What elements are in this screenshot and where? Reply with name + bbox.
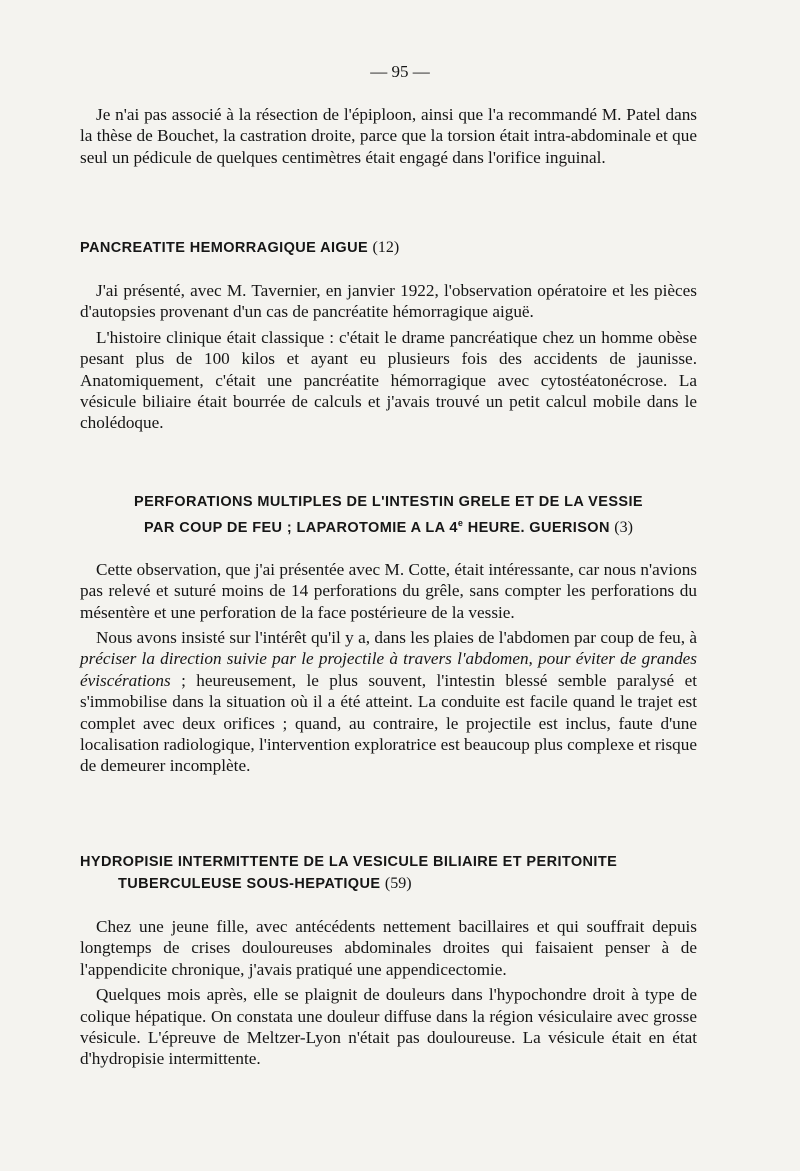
section-reference: (12) — [372, 239, 400, 256]
superscript: e — [457, 518, 464, 528]
paragraph-text: Nous avons insisté sur l'intérêt qu'il y a, dans les plaies de l'abdomen par coup de feu, à — [96, 628, 697, 648]
page-number: — 95 — — [370, 62, 430, 81]
section-hydropisie — [80, 852, 697, 1070]
intro-block — [80, 104, 697, 168]
section-title-line1: PERFORATIONS MULTIPLES DE L'INTESTIN GRELE ET DE LA VESSIE — [134, 494, 643, 510]
paragraph: Chez une jeune fille, avec antécédents nettement bacillaires et qui souffrait depuis longtemps de crises douloureuses abdominales droites qui faisaient penser à de l'appendicite chronique, j'avais pratiqué une appendicectomie. — [80, 917, 697, 979]
paragraph: J'ai présenté, avec M. Tavernier, en janvier 1922, l'observation opératoire et les pièces d'autopsies provenant d'un cas de pancréatite hémorragique aiguë. — [80, 281, 697, 322]
section-reference: (59) — [384, 875, 412, 892]
paragraph: Quelques mois après, elle se plaignit de douleurs dans l'hypochondre droit à type de colique hépatique. On constata une douleur diffuse dans la région vésiculaire avec grosse vésicule. L'épreuve de Meltzer-Lyon n'était pas douloureuse. La vésicule était en état d'hydropisie intermittente. — [80, 985, 697, 1069]
section-heading — [80, 237, 697, 259]
section-pancreatite — [80, 237, 697, 434]
section-title-line2-end: HEURE. GUERISON — [463, 519, 610, 536]
section-title: PANCREATITE HEMORRAGIQUE AIGUE — [80, 240, 369, 256]
paragraph — [80, 627, 697, 777]
section-heading — [80, 492, 697, 539]
section-title-line2: PAR COUP DE FEU ; LAPAROTOMIE A LA 4 — [144, 519, 458, 536]
paragraph: Cette observation, que j'ai présentée avec M. Cotte, était intéressante, car nous n'avions pas relevé et suturé moins de 14 perforations du grêle, sans compter les perforations du mésentère et une perforation de la face postérieure de la vessie. — [80, 559, 697, 622]
intro-paragraph: Je n'ai pas associé à la résection de l'épiploon, ainsi que l'a recommandé M. Patel dans la thèse de Bouchet, la castration droite, parce que la torsion était intra-abdominale et que seul un pédicule de quelques centimètres était engagé dans l'orifice inguinal. — [80, 105, 697, 167]
paragraph-text: ; heureusement, le plus souvent, l'intestin blessé semble paralysé et s'immobilise dans la situation où il a été atteint. La conduite est facile quand le trajet est complet avec deux orifices ; quand, au contraire, le projectile est inclus, faute d'une localisation radiologique, l'intervention exploratrice est beaucoup plus complexe et risque de demeurer incomplète. — [80, 670, 697, 776]
emphasis-text: préciser la direction suivie par le projectile à travers l'abdomen, pour éviter de grandes éviscérations — [80, 649, 697, 690]
section-heading — [80, 852, 697, 895]
section-reference: (3) — [614, 518, 633, 536]
paragraph: L'histoire clinique était classique : c'était le drame pancréatique chez un homme obèse pesant plus de 100 kilos et ayant eu plusieurs fois des accidents de jaunisse. Anatomiquement, c'était une pancréatite hémorragique avec cytostéatonécrose. La vésicule biliaire était bourrée de calculs et j'avais trouvé un petit calcul mobile dans le cholédoque. — [80, 327, 697, 433]
section-title: HYDROPISIE INTERMITTENTE DE LA VESICULE BILIAIRE ET PERITONITE TUBERCULEUSE SOUS-HEPATIQUE — [80, 854, 618, 892]
section-perforations — [80, 492, 697, 777]
